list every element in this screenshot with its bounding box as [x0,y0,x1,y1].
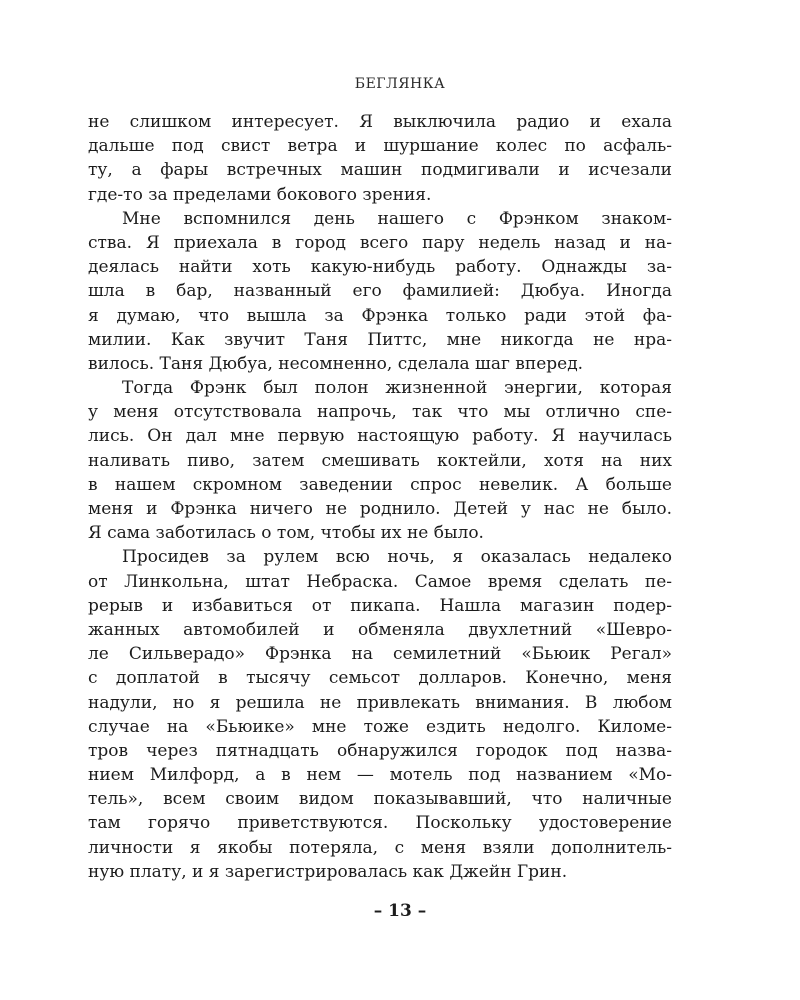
text-line: случае на «Бьюике» мне тоже ездить недолго. Киломе- [88,716,672,737]
text-line: у меня отсутствовала напрочь, так что мы отлично спе- [88,402,672,423]
text-line: жанных автомобилей и обменяла двухлетний «Шевро- [88,619,672,640]
text-line: не слишком интересует. Я выключила радио и ехала [88,112,672,132]
text-line: там горячо приветствуются. Поскольку удостоверение [88,813,672,834]
text-line: с доплатой в тысячу семьсот долларов. Конечно, меня [88,668,672,689]
text-line: Просидев за рулем всю ночь, я оказалась недалеко [122,547,672,568]
text-line: Мне вспомнился день нашего с Фрэнком знаком- [122,208,672,229]
text-line: тель», всем своим видом показывавший, что наличные [88,789,672,810]
text-line: надули, но я решила не привлекать внимания. В любом [88,692,672,713]
text-line: тров через пятнадцать обнаружился городок под назва- [88,740,672,761]
text-line: где-то за пределами бокового зрения. [88,184,432,205]
text-line: милии. Как звучит Таня Питтс, мне никогда не нра- [88,329,672,350]
text-line: я думаю, что вышла за Фрэнка только ради этой фа- [88,305,672,326]
text-line: нием Милфорд, а в нем — мотель под названием «Мо- [88,765,672,786]
text-line: личности я якобы потеряла, с меня взяли дополнитель- [88,837,672,858]
text-line: дальше под свист ветра и шуршание колес по асфаль- [88,136,672,157]
text-line: рерыв и избавиться от пикапа. Нашла магазин подер- [88,595,672,616]
text-line: лись. Он дал мне первую настоящую работу. Я научилась [88,426,672,447]
text-line: Я сама заботилась о том, чтобы их не было. [88,523,484,544]
text-line: меня и Фрэнка ничего не роднило. Детей у нас не было. [88,499,672,519]
text-line: вилось. Таня Дюбуа, несомненно, сделала шаг вперед. [88,353,584,374]
text-line: наливать пиво, затем смешивать коктейли, хотя на них [88,450,672,471]
body-text [88,110,672,884]
text-line: ту, а фары встречных машин подмигивали и исчезали [88,160,672,181]
text-line: шла в бар, названный его фамилией: Дюбуа. Иногда [88,281,672,302]
running-head: БЕГЛЯНКА [354,76,446,92]
text-line: ства. Я приехала в город всего пару недель назад и на- [88,232,672,253]
text-line: от Линкольна, штат Небраска. Самое время сделать пе- [88,571,672,592]
page-number: – 13 – [373,901,427,921]
text-line: деялась найти хоть какую-нибудь работу. Однажды за- [88,257,672,278]
text-line: ную плату, и я зарегистрировалась как Джейн Грин. [88,861,568,882]
text-line: в нашем скромном заведении спрос невелик. А больше [88,474,672,495]
text-line: ле Сильверадо» Фрэнка на семилетний «Бьюик Регал» [88,644,672,665]
text-line: Тогда Фрэнк был полон жизненной энергии, которая [122,378,672,399]
